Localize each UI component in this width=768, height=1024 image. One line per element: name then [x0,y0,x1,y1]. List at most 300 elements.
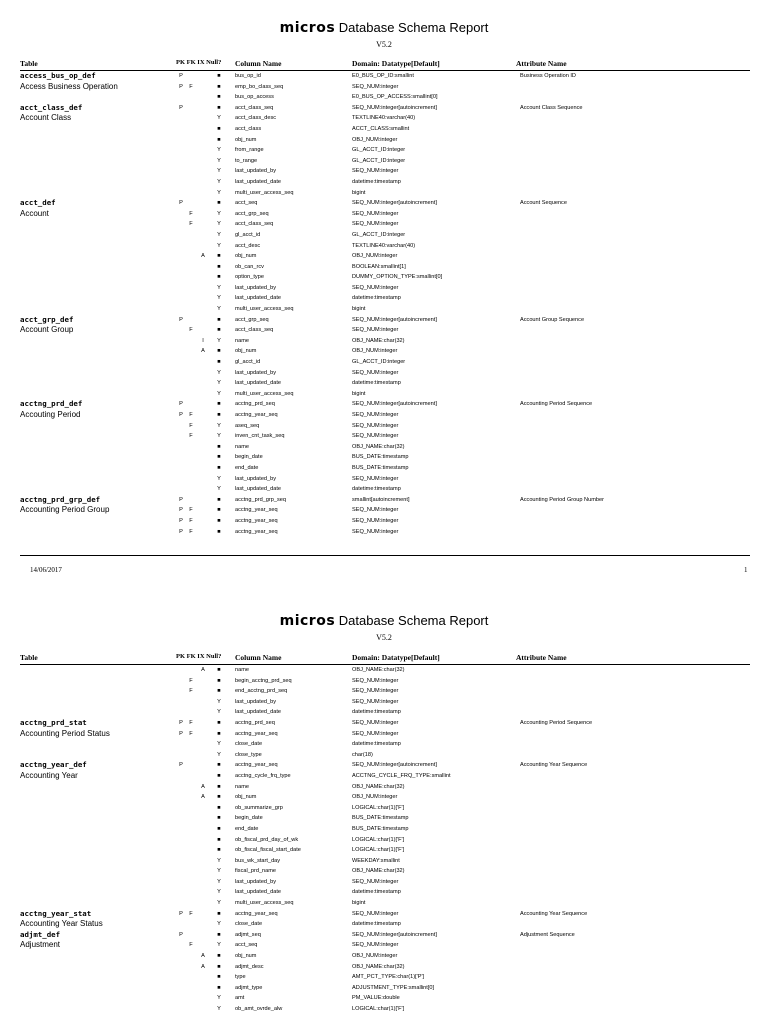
column-name: amt [235,995,245,1002]
null-flag: ■ [217,847,221,854]
null-flag: Y [217,390,221,397]
column-name: acctng_year_seq [235,528,278,535]
null-flag: ■ [217,316,221,323]
column-name: acct_class_seq [235,221,274,228]
table-row [0,113,768,124]
null-flag: ■ [217,772,221,779]
domain-datatype: ACCT_CLASS:smallint [352,125,410,132]
table-row [0,219,768,230]
null-flag: Y [217,868,221,875]
column-name: acct_class [235,125,262,132]
fk-flag: F [189,221,193,228]
pk-flag: P [179,412,183,418]
report-title-text: Database Schema Report [338,20,489,35]
report-page-2 [0,600,768,1024]
table-description: Access Business Operation [20,81,118,91]
domain-datatype: SEQ_NUM:integer [352,83,399,90]
table-row [0,1004,768,1015]
null-flag: ■ [217,125,221,132]
table-row [0,887,768,898]
null-flag: ■ [217,804,221,811]
domain-datatype: OBJ_NUM:integer [352,253,398,260]
null-flag: Y [217,242,221,249]
null-flag: ■ [217,762,221,769]
column-name: adjmt_seq [235,931,261,938]
pk-flag: P [179,931,183,938]
domain-datatype: bigint [352,900,366,907]
domain-datatype: SEQ_NUM:integer[autoincrement] [352,401,437,408]
table-name: acct_class_def [20,102,83,112]
table-row [0,463,768,474]
column-name: acct_class_seq [235,104,274,111]
attribute-name: Account Sequence [520,200,567,207]
null-flag: ■ [217,953,221,960]
micros-logo: micros [279,20,336,36]
fk-flag: F [189,210,193,217]
table-description: Accounting Period Group [20,505,110,515]
domain-datatype: SEQ_NUM:integer [352,910,399,917]
domain-datatype: OBJ_NUM:integer [352,136,398,143]
header-flags: PK FK IX Null? [176,59,222,66]
null-flag: ■ [217,200,221,207]
table-row [0,389,768,400]
domain-datatype: SEQ_NUM:integer [352,221,399,228]
column-name: bus_wk_start_day [235,857,281,864]
null-flag: Y [217,157,221,164]
column-name: last_updated_by [235,878,277,885]
null-flag: ■ [217,794,221,801]
domain-datatype: SEQ_NUM:integer [352,942,399,949]
fk-flag: F [189,719,193,726]
domain-datatype: SEQ_NUM:integer [352,168,399,175]
domain-datatype: OBJ_NAME:char(32) [352,667,405,673]
attribute-name: Accounting Period Sequence [520,719,593,726]
ix-flag: A [201,667,205,673]
header-domain: Domain: Datatype[Default] [352,653,440,662]
null-flag: ■ [217,104,221,111]
column-name: acctng_year_seq [235,910,278,917]
table-description: Account [20,208,49,218]
column-name: acct_seq [235,200,258,207]
table-row [0,251,768,262]
fk-flag: F [189,730,193,737]
domain-datatype: SEQ_NUM:integer [352,433,399,440]
domain-datatype: BUS_DATE:timestamp [352,464,409,471]
table-row [0,898,768,909]
domain-datatype: bigint [352,306,366,313]
ix-flag: A [201,253,205,260]
null-flag: ■ [217,464,221,471]
null-flag: Y [217,422,221,429]
table-name: adjmt_def [20,929,61,939]
null-flag: ■ [217,327,221,334]
null-flag: Y [217,306,221,313]
column-name: acct_desc [235,242,261,249]
table-row [0,835,768,846]
null-flag: Y [217,221,221,228]
null-flag: ■ [217,94,221,101]
table-row [0,82,768,93]
column-name: close_date [235,921,263,928]
table-row [0,92,768,103]
domain-datatype: SEQ_NUM:integer [352,284,399,291]
table-description: Account Group [20,325,74,335]
null-flag: ■ [217,274,221,281]
domain-datatype: OBJ_NUM:integer [352,953,398,960]
column-name: last_updated_date [235,889,282,896]
table-name: acctng_prd_def [20,399,83,409]
table-row [0,824,768,835]
column-name: last_updated_by [235,284,277,291]
column-name: bus_op_id [235,73,261,79]
table-row [0,739,768,750]
attribute-name: Business Operation ID [520,73,576,79]
null-flag: Y [217,168,221,175]
column-name: aseq_seq [235,422,260,429]
domain-datatype: OBJ_NUM:integer [352,794,398,801]
domain-datatype: E0_BUS_OP_ACCESS:smallint[0] [352,94,438,101]
table-row [0,145,768,156]
fk-flag: F [189,677,193,684]
null-flag: ■ [217,667,221,673]
table-row [0,495,768,506]
column-name: last_updated_by [235,369,277,376]
domain-datatype: OBJ_NAME:char(32) [352,337,405,344]
report-title [0,613,768,629]
domain-datatype: BUS_DATE:timestamp [352,825,409,832]
column-name: bus_op_access [235,94,274,101]
column-name: ob_fiscal_fiscal_start_date [235,847,301,854]
column-name: obj_num [235,136,257,143]
column-name: end_date [235,464,259,471]
domain-datatype: SEQ_NUM:integer[autoincrement] [352,200,437,207]
null-flag: Y [217,751,221,758]
null-flag: Y [217,284,221,291]
attribute-name: Accounting Year Sequence [520,910,588,917]
report-version: V5.2 [376,633,392,642]
pk-flag: P [179,719,183,726]
table-row [0,707,768,718]
pk-flag: P [179,200,183,207]
column-name: acct_class_seq [235,327,274,334]
footer-date: 14/06/2017 [30,566,62,574]
header-attribute-name: Attribute Name [516,653,567,662]
null-flag: Y [217,942,221,949]
domain-datatype: GL_ACCT_ID:integer [352,157,406,164]
domain-datatype: SEQ_NUM:integer [352,878,399,885]
table-name: access_bus_op_def [20,71,96,80]
null-flag: ■ [217,910,221,917]
pk-flag: P [179,507,183,514]
column-name: option_type [235,274,264,281]
table-row [0,357,768,368]
null-flag: Y [217,486,221,493]
column-name: acctng_year_seq [235,517,278,524]
pk-flag: P [179,730,183,737]
domain-datatype: SEQ_NUM:integer[autoincrement] [352,762,437,769]
table-name: acctng_prd_stat [20,717,87,727]
table-row [0,124,768,135]
column-name: name [235,667,249,673]
null-flag: ■ [217,507,221,514]
table-row [0,135,768,146]
domain-datatype: BUS_DATE:timestamp [352,454,409,461]
null-flag: Y [217,369,221,376]
table-row [0,813,768,824]
column-name: ob_summarize_grp [235,804,283,811]
null-flag: Y [217,475,221,482]
table-row [0,198,768,209]
table-row [0,399,768,410]
table-row [0,378,768,389]
table-row [0,177,768,188]
domain-datatype: ACCTNG_CYCLE_FRQ_TYPE:smallint [352,772,451,779]
table-row [0,782,768,793]
column-name: from_range [235,147,264,154]
table-row [0,856,768,867]
table-row [0,877,768,888]
domain-datatype: PM_VALUE:double [352,995,400,1002]
header-table: Table [20,59,38,68]
table-row [0,972,768,983]
column-name: last_updated_by [235,698,277,705]
column-name: obj_num [235,348,257,355]
table-row [0,676,768,687]
domain-datatype: GL_ACCT_ID:integer [352,231,406,238]
domain-datatype: char(18) [352,751,373,758]
column-name: begin_acctng_prd_seq [235,677,292,684]
table-name: acct_grp_def [20,314,74,324]
domain-datatype: SEQ_NUM:integer [352,369,399,376]
domain-datatype: SEQ_NUM:integer [352,412,399,418]
column-name: end_date [235,825,259,832]
domain-datatype: SEQ_NUM:integer [352,730,399,737]
column-name: last_updated_by [235,475,277,482]
pk-flag: P [179,73,183,79]
domain-datatype: SEQ_NUM:integer[autoincrement] [352,316,437,323]
null-flag: ■ [217,83,221,90]
schema-rows-page-2 [0,665,768,1015]
domain-datatype: DUMMY_OPTION_TYPE:smallint[0] [352,274,443,281]
domain-datatype: datetime:timestamp [352,178,401,185]
table-name: acctng_year_stat [20,908,92,918]
domain-datatype: SEQ_NUM:integer [352,422,399,429]
pk-flag: P [179,517,183,524]
fk-flag: F [189,327,193,334]
domain-datatype: BOOLEAN:smallint[1] [352,263,406,270]
table-row [0,336,768,347]
table-row [0,718,768,729]
page-number: 1 [744,566,748,574]
null-flag: ■ [217,443,221,450]
null-flag: Y [217,189,221,196]
column-name: multi_user_access_seq [235,390,294,397]
domain-datatype: datetime:timestamp [352,486,401,493]
micros-logo: micros [279,613,336,629]
fk-flag: F [189,433,193,440]
column-name: acctng_prd_grp_seq [235,496,287,503]
table-description: Adjustment [20,940,61,950]
table-row [0,951,768,962]
table-row [0,909,768,920]
column-name: acct_class_desc [235,115,277,122]
table-description: Accounting Period Status [20,728,110,738]
domain-datatype: datetime:timestamp [352,889,401,896]
column-name: last_updated_date [235,380,282,387]
table-row [0,241,768,252]
ix-flag: I [202,337,204,344]
column-name: acctng_year_seq [235,507,278,514]
column-name: to_range [235,157,258,164]
fk-flag: F [189,688,193,695]
pk-flag: P [179,910,183,917]
attribute-name: Accounting Period Group Number [520,496,604,503]
ix-flag: A [201,783,205,790]
domain-datatype: OBJ_NAME:char(32) [352,443,405,450]
null-flag: ■ [217,984,221,991]
column-name: adjmt_type [235,984,263,991]
table-row [0,283,768,294]
table-row [0,304,768,315]
domain-datatype: SEQ_NUM:integer [352,475,399,482]
table-row [0,209,768,220]
column-name: last_updated_by [235,168,277,175]
report-version: V5.2 [376,40,392,49]
header-flags: PK FK IX Null? [176,653,222,660]
header-table: Table [20,653,38,662]
table-row [0,474,768,485]
column-name: type [235,974,246,981]
column-name: acct_grp_seq [235,316,269,323]
attribute-name: Adjustment Sequence [520,931,575,938]
null-flag: Y [217,433,221,440]
column-name: acctng_year_seq [235,730,278,737]
column-name: close_type [235,751,262,758]
fk-flag: F [189,942,193,949]
fk-flag: F [189,528,193,535]
header-column-name: Column Name [235,59,282,68]
table-description: Accounting Year Status [20,919,103,929]
null-flag: Y [217,709,221,716]
null-flag: ■ [217,528,221,535]
null-flag: Y [217,147,221,154]
column-name: close_date [235,741,263,748]
domain-datatype: SEQ_NUM:integer [352,517,399,524]
table-row [0,421,768,432]
column-name: acctng_cycle_frq_type [235,772,291,779]
domain-datatype: datetime:timestamp [352,921,401,928]
table-row [0,750,768,761]
domain-datatype: OBJ_NAME:char(32) [352,963,405,970]
null-flag: Y [217,337,221,344]
column-name: begin_date [235,815,263,822]
null-flag: Y [217,857,221,864]
null-flag: Y [217,210,221,217]
domain-datatype: LOGICAL:char(1)['F'] [352,847,405,854]
pk-flag: P [179,528,183,535]
table-row [0,505,768,516]
table-row [0,230,768,241]
null-flag: ■ [217,825,221,832]
domain-datatype: WEEKDAY:smallint [352,857,400,864]
table-row [0,484,768,495]
column-name: ob_can_rcv [235,263,264,270]
null-flag: Y [217,889,221,896]
null-flag: ■ [217,931,221,938]
fk-flag: F [189,517,193,524]
table-row [0,452,768,463]
header-column-name: Column Name [235,653,282,662]
null-flag: ■ [217,73,221,79]
column-name: acctng_year_seq [235,762,278,769]
table-row [0,325,768,336]
domain-datatype: SEQ_NUM:integer [352,677,399,684]
column-name: end_acctng_prd_seq [235,688,288,695]
null-flag: ■ [217,730,221,737]
pk-flag: P [179,104,183,111]
column-name: begin_date [235,454,263,461]
null-flag: ■ [217,263,221,270]
table-row [0,527,768,538]
table-description: Accouting Period [20,410,81,419]
table-name: acct_def [20,198,56,208]
table-row [0,993,768,1004]
domain-datatype: OBJ_NAME:char(32) [352,783,405,790]
column-name: name [235,783,249,790]
table-row [0,188,768,199]
null-flag: ■ [217,783,221,790]
null-flag: ■ [217,677,221,684]
fk-flag: F [189,507,193,514]
table-name: acctng_prd_grp_def [20,494,101,504]
null-flag: Y [217,231,221,238]
column-name: last_updated_date [235,709,282,716]
null-flag: ■ [217,815,221,822]
null-flag: Y [217,741,221,748]
domain-datatype: SEQ_NUM:integer [352,507,399,514]
null-flag: ■ [217,454,221,461]
column-name: name [235,337,249,344]
column-name: multi_user_access_seq [235,189,294,196]
pk-flag: P [179,496,183,503]
domain-datatype: SEQ_NUM:integer[autoincrement] [352,931,437,938]
table-description: Accounting Year [20,770,78,780]
null-flag: ■ [217,496,221,503]
table-row [0,792,768,803]
column-name: last_updated_date [235,486,282,493]
column-name: gl_acct_id [235,359,261,366]
null-flag: ■ [217,359,221,366]
null-flag: Y [217,178,221,185]
fk-flag: F [189,83,193,90]
domain-datatype: LOGICAL:char(1)['F'] [352,804,405,811]
domain-datatype: datetime:timestamp [352,741,401,748]
domain-datatype: SEQ_NUM:integer [352,528,399,535]
attribute-name: Accounting Period Sequence [520,401,593,408]
column-name: obj_num [235,794,257,801]
null-flag: ■ [217,348,221,355]
table-row [0,940,768,951]
table-row [0,919,768,930]
column-name: acctng_prd_seq [235,719,275,726]
null-flag: ■ [217,974,221,981]
table-row [0,729,768,740]
column-name: last_updated_date [235,178,282,185]
pk-flag: P [179,401,183,408]
table-row [0,262,768,273]
schema-rows-page-1 [0,71,768,537]
table-row [0,71,768,82]
